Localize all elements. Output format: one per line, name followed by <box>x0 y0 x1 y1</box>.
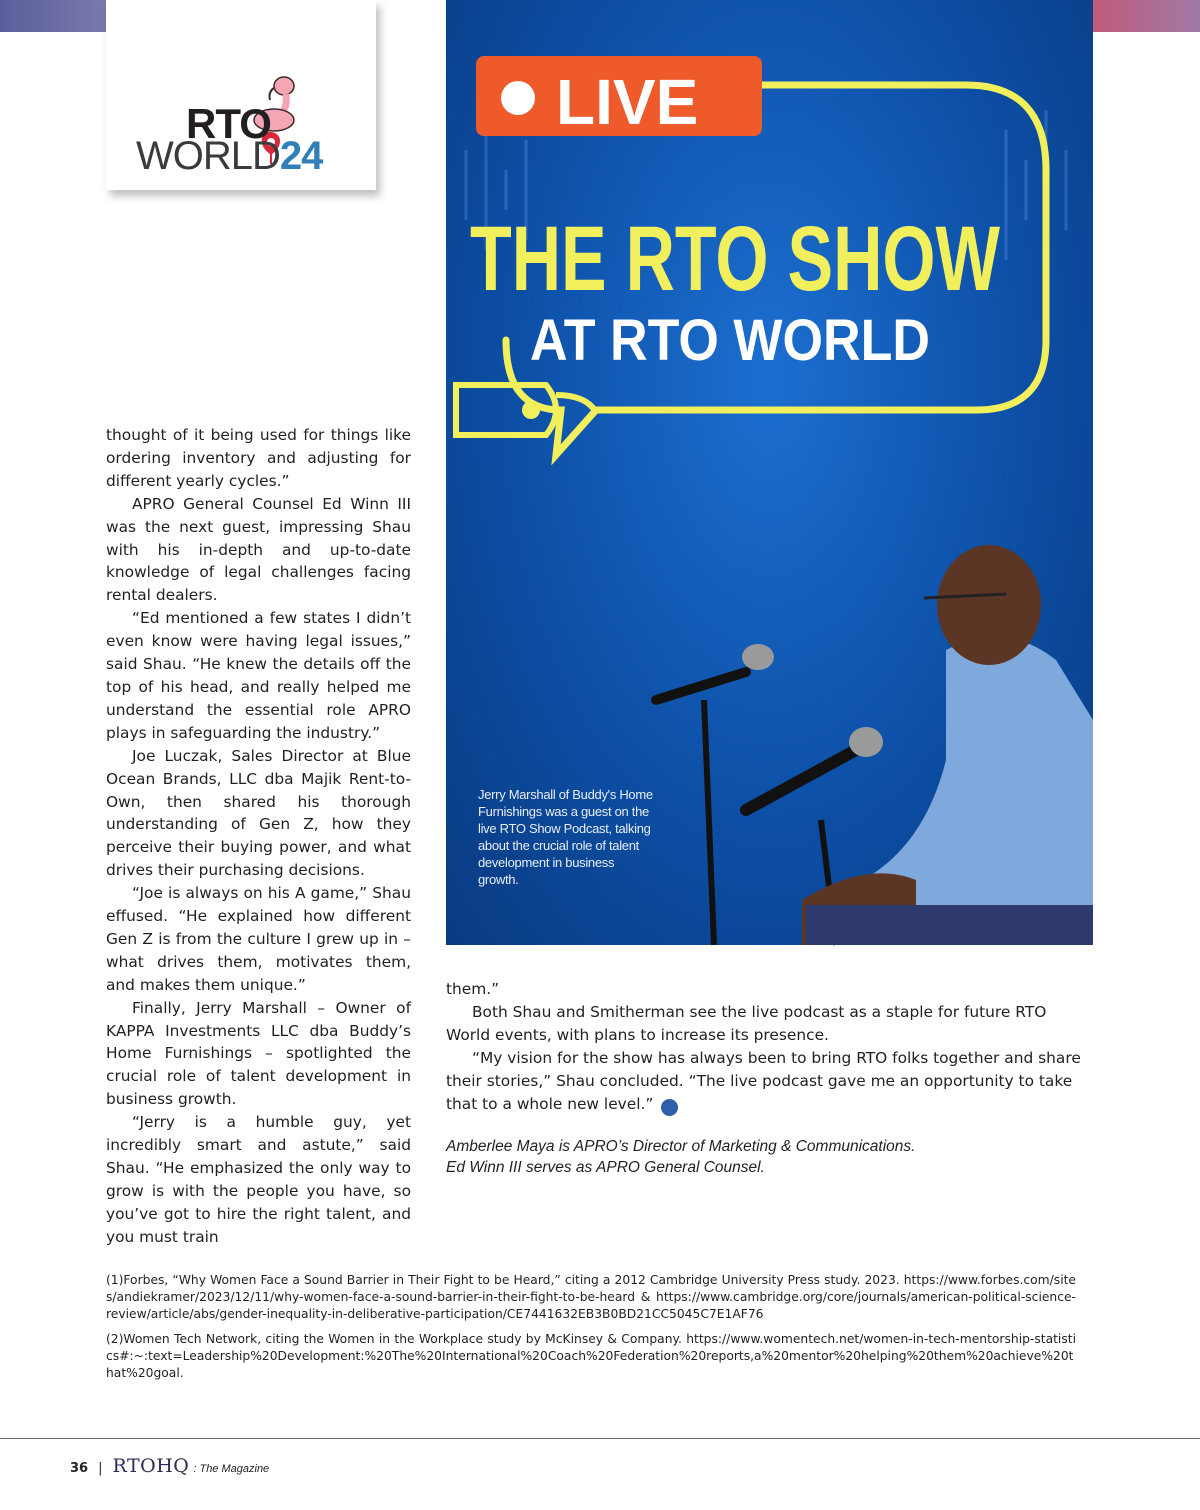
podcast-photo <box>446 0 1093 945</box>
rto-world-logo-card <box>106 0 376 190</box>
magazine-subtitle: : The Magazine <box>193 1463 270 1475</box>
paragraph: Finally, Jerry Marshall – Owner of KAPPA Investments LLC dba Buddy’s Home Furnishings – spotlighted the crucial role of talent development in business growth. <box>106 998 411 1109</box>
bio-line: Amberlee Maya is APRO’s Director of Marketing & Communications. <box>446 1138 916 1155</box>
show-subheadline: AT RTO WORLD <box>530 308 930 373</box>
page-number: 36 <box>70 1461 89 1476</box>
paragraph <box>446 1047 1084 1116</box>
live-badge-text: LIVE <box>556 66 699 138</box>
paragraph: Both Shau and Smitherman see the live podcast as a staple for future RTO World events, with plans to increase its presence. <box>446 1002 1047 1044</box>
page-footer <box>70 1455 269 1477</box>
footer-separator: | <box>98 1461 103 1476</box>
footer-divider <box>0 1438 1200 1439</box>
article-right-column <box>446 978 1084 1116</box>
end-mark-icon: a <box>661 1099 678 1116</box>
paragraph: them.” <box>446 980 500 998</box>
paragraph: “Jerry is a humble guy, yet incredibly smart and astute,” said Shau. “He emphasized the only way to grow is with the people you have, so you’ve got to hire the right talent, and you must train <box>106 1113 411 1246</box>
show-headline: THE RTO SHOW <box>470 208 1001 310</box>
logo-rto-text: RTO <box>186 100 271 147</box>
top-color-band-left <box>0 0 106 32</box>
paragraph-text: “My vision for the show has always been to bring RTO folks together and share their stories,” Shau concluded. “The live podcast gave me an opportunity to take that to a whole new level.” <box>446 1048 1081 1113</box>
paragraph: “Ed mentioned a few states I didn’t even know were having legal issues,” said Shau. “He knew the details off the top of his head, and really helped me understand the essential role APRO plays in safeguarding the industry.” <box>106 609 411 742</box>
footnote: (2)Women Tech Network, citing the Women in the Workplace study by McKinsey & Company. https://www.womentech.net/women-in-tech-mentorship-statistics#:~:text=Leadership%20Development:%20The%20International%20Coach%20Federation%20reports,a%20mentor%20helping%20them%20achieve%20that%20goal. <box>106 1332 1076 1380</box>
bio-line: Ed Winn III serves as APRO General Counsel. <box>446 1159 765 1176</box>
paragraph: APRO General Counsel Ed Winn III was the next guest, impressing Shau with his in-depth and up-to-date knowledge of legal challenges facing rental dealers. <box>106 494 411 605</box>
footnote: (1)Forbes, “Why Women Face a Sound Barrier in Their Fight to be Heard,” citing a 2012 Cambridge University Press study. 2023. https://www.forbes.com/sites/andiekramer/2023/12/11/why-women-face-a-sound-barrier-in-their-fight-to-be-heard & https://www.cambridge.org/core/journals/american-political-science-review/article/abs/gender-inequality-in-deliberative-participation/CE7441632EB3B0BD21CC5045C7E1AF76 <box>106 1273 1076 1321</box>
paragraph: “Joe is always on his A game,” Shau effused. “He explained how different Gen Z is from the culture I grew up in – what drives them, motivates them, and makes them unique.” <box>106 884 411 994</box>
footnotes <box>106 1272 1076 1390</box>
top-color-band-right <box>1093 0 1200 32</box>
logo-world-text: WORLD24 <box>136 134 323 178</box>
article-left-column <box>106 424 411 1249</box>
paragraph: Joe Luczak, Sales Director at Blue Ocean Brands, LLC dba Majik Rent-to-Own, then shared his thorough understanding of Gen Z, how they perceive their buying power, and what drives their purchasing decisions. <box>106 746 411 880</box>
logo-year: 24 <box>279 134 323 178</box>
magazine-name: RTOHQ <box>112 1455 190 1477</box>
photo-caption: Jerry Marshall of Buddy's Home Furnishings was a guest on the live RTO Show Podcast, talking about the crucial role of talent development in business growth. <box>478 787 653 887</box>
author-bio <box>446 1136 1086 1178</box>
paragraph: thought of it being used for things like ordering inventory and adjusting for different yearly cycles.” <box>106 426 411 490</box>
